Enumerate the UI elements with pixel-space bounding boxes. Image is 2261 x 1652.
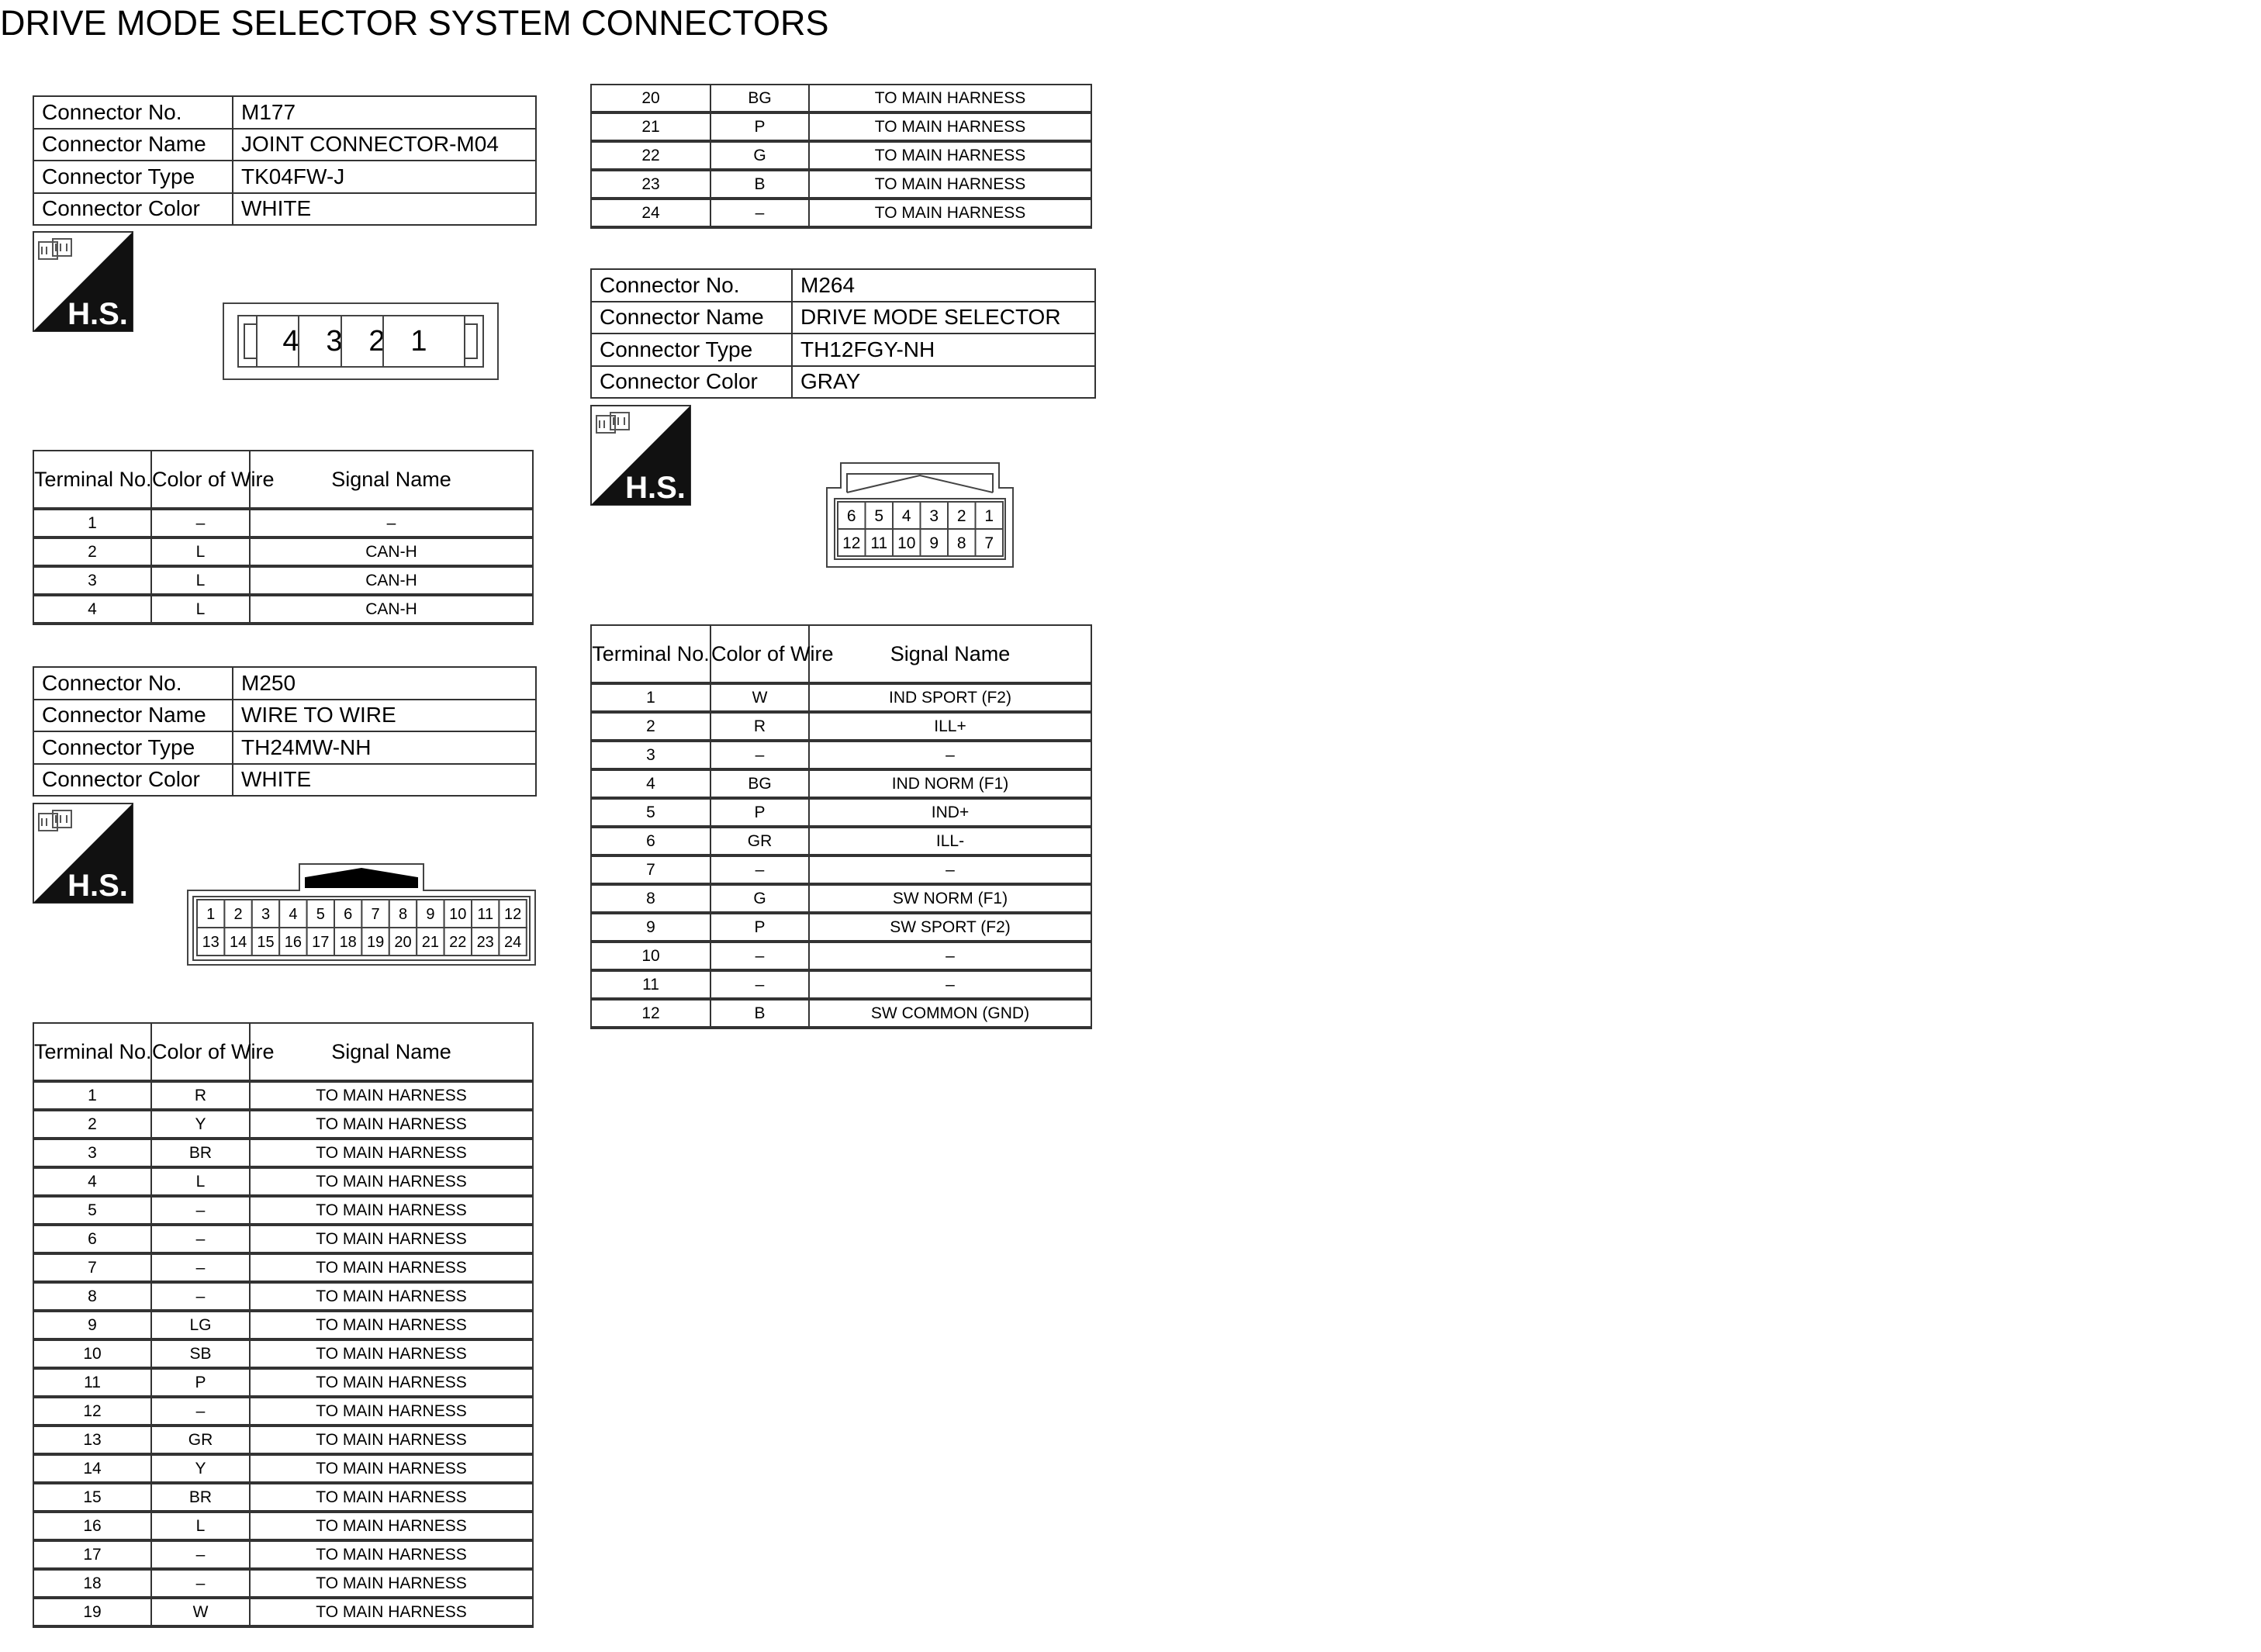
signal-name: TO MAIN HARNESS (809, 199, 1091, 227)
terminal-no: 3 (591, 741, 710, 769)
connector-face-m177 (223, 302, 499, 380)
pin-number: 21 (421, 934, 440, 952)
terminal-no: 1 (591, 683, 710, 712)
terminal-table-m264 (590, 624, 1092, 1029)
terminal-row (33, 1368, 533, 1397)
info-label: Connector Color (33, 764, 233, 797)
terminal-no: 4 (33, 595, 151, 624)
signal-name: – (809, 942, 1091, 970)
connector-info-m177 (33, 95, 537, 226)
terminal-row (33, 1167, 533, 1196)
info-value: M250 (233, 667, 536, 700)
pin-number: 12 (842, 534, 861, 553)
terminal-no-header: Terminal No. (33, 451, 151, 509)
terminal-no: 11 (591, 970, 710, 999)
terminal-no: 6 (591, 827, 710, 855)
wire-color: – (151, 1397, 250, 1426)
terminal-no: 8 (591, 884, 710, 913)
signal-name: TO MAIN HARNESS (250, 1253, 533, 1282)
terminal-no: 8 (33, 1282, 151, 1311)
info-row (33, 731, 536, 764)
terminal-no: 13 (33, 1426, 151, 1454)
signal-name: TO MAIN HARNESS (250, 1368, 533, 1397)
terminal-row (33, 1282, 533, 1311)
terminal-header-row (591, 625, 1091, 683)
signal-name: TO MAIN HARNESS (250, 1339, 533, 1368)
pin-number: 3 (261, 906, 271, 924)
wire-color: R (710, 712, 809, 741)
pin-number: 1 (410, 325, 427, 358)
terminal-row (33, 537, 533, 566)
pin-number: 7 (984, 534, 994, 553)
terminal-no: 24 (591, 199, 710, 227)
terminal-row (591, 170, 1091, 199)
signal-name: IND NORM (F1) (809, 769, 1091, 798)
signal-name: TO MAIN HARNESS (250, 1225, 533, 1253)
terminal-row (33, 1339, 533, 1368)
terminal-row (591, 683, 1091, 712)
info-value: JOINT CONNECTOR-M04 (233, 129, 536, 161)
wire-color: L (151, 1512, 250, 1540)
signal-name: TO MAIN HARNESS (250, 1454, 533, 1483)
wire-color-header: Color of Wire (151, 451, 250, 509)
terminal-row (33, 509, 533, 537)
pin-number: 5 (874, 507, 884, 526)
wire-color: – (151, 1282, 250, 1311)
wire-color: R (151, 1081, 250, 1110)
wire-color-header: Color of Wire (710, 625, 809, 683)
terminal-row (591, 827, 1091, 855)
signal-name: – (809, 970, 1091, 999)
terminal-no: 3 (33, 1139, 151, 1167)
terminal-row (591, 141, 1091, 170)
wire-color: L (151, 1167, 250, 1196)
wire-color: – (710, 855, 809, 884)
wire-color: L (151, 566, 250, 595)
terminal-row (591, 913, 1091, 942)
terminal-row (33, 1139, 533, 1167)
terminal-row (33, 1225, 533, 1253)
terminal-row (591, 85, 1091, 112)
connector-info-m250 (33, 666, 537, 797)
wire-color: BR (151, 1483, 250, 1512)
pin-number: 6 (344, 906, 353, 924)
info-row (33, 96, 536, 129)
wire-color: P (710, 112, 809, 141)
pin-number: 19 (366, 934, 385, 952)
signal-name: TO MAIN HARNESS (250, 1167, 533, 1196)
terminal-no: 12 (33, 1397, 151, 1426)
signal-name: TO MAIN HARNESS (250, 1569, 533, 1598)
terminal-table-m250 (33, 1022, 534, 1628)
info-row (33, 193, 536, 226)
wire-color: – (710, 199, 809, 227)
connector-face-m250 (186, 862, 537, 966)
info-row (33, 667, 536, 700)
signal-name: CAN-H (250, 537, 533, 566)
wire-color: P (151, 1368, 250, 1397)
pin-number: 2 (956, 507, 966, 526)
terminal-no: 2 (591, 712, 710, 741)
pin-number: 10 (449, 906, 467, 924)
terminal-row (33, 1426, 533, 1454)
info-row (33, 700, 536, 732)
wire-color: LG (151, 1311, 250, 1339)
info-value: TK04FW-J (233, 161, 536, 193)
signal-name: ILL- (809, 827, 1091, 855)
wire-color: W (151, 1598, 250, 1626)
terminal-no: 1 (33, 509, 151, 537)
pin-number: 9 (426, 906, 435, 924)
pin-number: 3 (326, 325, 343, 358)
terminal-no: 21 (591, 112, 710, 141)
terminal-no: 10 (33, 1339, 151, 1368)
info-row (591, 334, 1095, 366)
signal-name: – (250, 509, 533, 537)
pin-number: 8 (398, 906, 408, 924)
terminal-no: 9 (591, 913, 710, 942)
wire-color: – (151, 1196, 250, 1225)
terminal-no: 2 (33, 537, 151, 566)
info-row (591, 366, 1095, 399)
info-label: Connector No. (33, 667, 233, 700)
info-label: Connector Name (591, 302, 792, 334)
pin-number: 18 (339, 934, 357, 952)
pin-number: 11 (477, 906, 494, 924)
terminal-no: 22 (591, 141, 710, 170)
info-value: TH24MW-NH (233, 731, 536, 764)
signal-name-header: Signal Name (250, 451, 533, 509)
terminal-no: 11 (33, 1368, 151, 1397)
info-label: Connector Type (33, 161, 233, 193)
terminal-row (33, 1196, 533, 1225)
terminal-no: 4 (33, 1167, 151, 1196)
terminal-no: 23 (591, 170, 710, 199)
terminal-row (33, 1253, 533, 1282)
info-row (591, 269, 1095, 302)
terminal-row (591, 112, 1091, 141)
signal-name: IND SPORT (F2) (809, 683, 1091, 712)
terminal-no: 6 (33, 1225, 151, 1253)
terminal-no-header: Terminal No. (591, 625, 710, 683)
wire-color: GR (151, 1426, 250, 1454)
signal-name: TO MAIN HARNESS (250, 1110, 533, 1139)
pin-number: 15 (257, 934, 275, 952)
terminal-no: 4 (591, 769, 710, 798)
info-label: Connector Color (33, 193, 233, 226)
wire-color: GR (710, 827, 809, 855)
signal-name: – (809, 741, 1091, 769)
pin-number: 24 (503, 934, 522, 952)
connector-info-m264 (590, 268, 1096, 399)
terminal-no: 9 (33, 1311, 151, 1339)
terminal-row (33, 1512, 533, 1540)
pin-number: 12 (503, 906, 522, 924)
wire-color: – (151, 1253, 250, 1282)
page-title: DRIVE MODE SELECTOR SYSTEM CONNECTORS (0, 3, 829, 43)
signal-name: TO MAIN HARNESS (250, 1512, 533, 1540)
info-row (33, 129, 536, 161)
info-label: Connector No. (591, 269, 792, 302)
info-value: M264 (792, 269, 1095, 302)
pin-number: 8 (956, 534, 966, 553)
signal-name: SW COMMON (GND) (809, 999, 1091, 1028)
terminal-row (591, 970, 1091, 999)
terminal-no: 20 (591, 85, 710, 112)
wire-color: B (710, 170, 809, 199)
terminal-header-row (33, 451, 533, 509)
terminal-no: 18 (33, 1569, 151, 1598)
pin-number: 3 (929, 507, 939, 526)
pin-number: 1 (206, 906, 216, 924)
wire-color: BR (151, 1139, 250, 1167)
wire-color: – (710, 942, 809, 970)
pin-number: 14 (229, 934, 247, 952)
hand-side-badge (590, 405, 691, 506)
pin-number: 4 (901, 507, 911, 526)
terminal-row (33, 1598, 533, 1626)
terminal-no: 3 (33, 566, 151, 595)
terminal-row (33, 1397, 533, 1426)
wire-color: G (710, 141, 809, 170)
wire-color: Y (151, 1454, 250, 1483)
terminal-no: 19 (33, 1598, 151, 1626)
info-label: Connector Color (591, 366, 792, 399)
signal-name-header: Signal Name (250, 1023, 533, 1081)
wire-color-header: Color of Wire (151, 1023, 250, 1081)
terminal-row (33, 1081, 533, 1110)
info-label: Connector Name (33, 700, 233, 732)
info-value: WIRE TO WIRE (233, 700, 536, 732)
terminal-row (33, 566, 533, 595)
terminal-row (591, 798, 1091, 827)
terminal-no: 17 (33, 1540, 151, 1569)
info-value: WHITE (233, 764, 536, 797)
pin-number: 23 (476, 934, 494, 952)
signal-name-header: Signal Name (809, 625, 1091, 683)
hs-label: H.S. (67, 869, 128, 903)
pin-number: 11 (870, 534, 888, 553)
signal-name: TO MAIN HARNESS (250, 1311, 533, 1339)
info-value: WHITE (233, 193, 536, 226)
wire-color: – (151, 1225, 250, 1253)
signal-name: TO MAIN HARNESS (250, 1426, 533, 1454)
wire-color: BG (710, 85, 809, 112)
info-value: M177 (233, 96, 536, 129)
wire-color: L (151, 595, 250, 624)
signal-name: TO MAIN HARNESS (250, 1282, 533, 1311)
terminal-no-header: Terminal No. (33, 1023, 151, 1081)
terminal-no: 5 (33, 1196, 151, 1225)
wire-color: P (710, 913, 809, 942)
wire-color: G (710, 884, 809, 913)
wire-color: L (151, 537, 250, 566)
wire-color: – (151, 1569, 250, 1598)
hand-side-badge (33, 803, 133, 904)
pin-number: 2 (368, 325, 385, 358)
signal-name: CAN-H (250, 566, 533, 595)
pin-number: 13 (202, 934, 220, 952)
pin-number: 6 (846, 507, 856, 526)
terminal-no: 7 (591, 855, 710, 884)
terminal-no: 5 (591, 798, 710, 827)
terminal-no: 7 (33, 1253, 151, 1282)
signal-name: SW SPORT (F2) (809, 913, 1091, 942)
wire-color: – (710, 741, 809, 769)
terminal-no: 1 (33, 1081, 151, 1110)
wire-color: B (710, 999, 809, 1028)
pin-number: 4 (282, 325, 299, 358)
info-label: Connector Name (33, 129, 233, 161)
terminal-row (33, 1454, 533, 1483)
signal-name: TO MAIN HARNESS (809, 85, 1091, 112)
terminal-row (591, 712, 1091, 741)
wire-color: – (710, 970, 809, 999)
wire-color: W (710, 683, 809, 712)
pin-number: 10 (897, 534, 916, 553)
pin-number: 7 (371, 906, 380, 924)
info-value: TH12FGY-NH (792, 334, 1095, 366)
signal-name: TO MAIN HARNESS (250, 1483, 533, 1512)
signal-name: TO MAIN HARNESS (809, 170, 1091, 199)
signal-name: CAN-H (250, 595, 533, 624)
signal-name: ILL+ (809, 712, 1091, 741)
signal-name: TO MAIN HARNESS (250, 1598, 533, 1626)
terminal-row (33, 595, 533, 624)
pin-number: 22 (449, 934, 467, 952)
signal-name: – (809, 855, 1091, 884)
signal-name: IND+ (809, 798, 1091, 827)
info-label: Connector Type (33, 731, 233, 764)
pin-number: 5 (316, 906, 325, 924)
terminal-row (591, 884, 1091, 913)
signal-name: SW NORM (F1) (809, 884, 1091, 913)
terminal-table-m250-continued (590, 84, 1092, 229)
terminal-row (33, 1540, 533, 1569)
info-row (591, 302, 1095, 334)
terminal-row (591, 999, 1091, 1028)
pin-number: 9 (929, 534, 939, 553)
info-row (33, 161, 536, 193)
pin-number: 1 (984, 507, 994, 526)
signal-name: TO MAIN HARNESS (250, 1081, 533, 1110)
terminal-header-row (33, 1023, 533, 1081)
terminal-no: 10 (591, 942, 710, 970)
wire-color: BG (710, 769, 809, 798)
terminal-row (591, 769, 1091, 798)
pin-number: 20 (394, 934, 412, 952)
info-label: Connector Type (591, 334, 792, 366)
hs-label: H.S. (625, 471, 686, 505)
signal-name: TO MAIN HARNESS (250, 1397, 533, 1426)
wire-color: P (710, 798, 809, 827)
pin-number: 2 (233, 906, 243, 924)
signal-name: TO MAIN HARNESS (250, 1139, 533, 1167)
terminal-no: 15 (33, 1483, 151, 1512)
info-row (33, 764, 536, 797)
terminal-row (33, 1110, 533, 1139)
signal-name: TO MAIN HARNESS (809, 141, 1091, 170)
info-value: GRAY (792, 366, 1095, 399)
wire-color: SB (151, 1339, 250, 1368)
signal-name: TO MAIN HARNESS (250, 1196, 533, 1225)
connector-face-m264 (825, 461, 1015, 569)
hs-label: H.S. (67, 297, 128, 331)
terminal-row (591, 855, 1091, 884)
info-value: DRIVE MODE SELECTOR (792, 302, 1095, 334)
terminal-row (591, 741, 1091, 769)
signal-name: TO MAIN HARNESS (250, 1540, 533, 1569)
terminal-row (591, 199, 1091, 227)
wire-color: Y (151, 1110, 250, 1139)
terminal-no: 16 (33, 1512, 151, 1540)
terminal-row (33, 1311, 533, 1339)
terminal-row (33, 1569, 533, 1598)
info-label: Connector No. (33, 96, 233, 129)
pin-number: 17 (312, 934, 330, 952)
wire-color: – (151, 1540, 250, 1569)
signal-name: TO MAIN HARNESS (809, 112, 1091, 141)
wire-color: – (151, 509, 250, 537)
terminal-row (591, 942, 1091, 970)
terminal-table-m177 (33, 450, 534, 625)
terminal-row (33, 1483, 533, 1512)
terminal-no: 14 (33, 1454, 151, 1483)
terminal-no: 12 (591, 999, 710, 1028)
hand-side-badge (33, 231, 133, 332)
pin-number: 16 (284, 934, 303, 952)
terminal-no: 2 (33, 1110, 151, 1139)
pin-number: 4 (289, 906, 298, 924)
